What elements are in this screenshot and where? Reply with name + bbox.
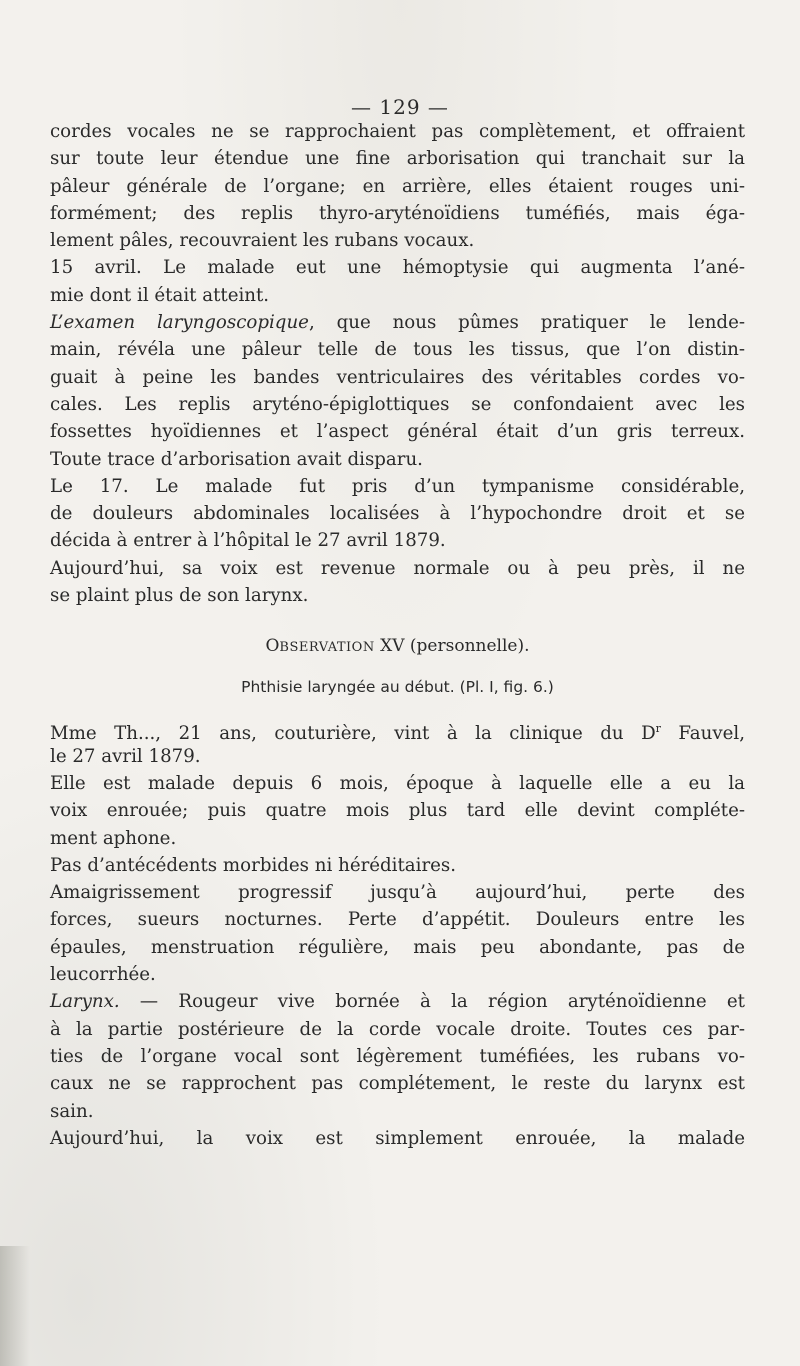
heading-initial: O [265, 636, 280, 657]
text-line: fossettes hyoïdiennes et l’aspect général était d’un gris terreux. [50, 421, 745, 443]
scan-shadow [0, 1246, 30, 1366]
observation-subheading: Phthisie laryngée au début. (Pl. I, fig. 6.) [241, 678, 554, 697]
superscript: r [655, 722, 661, 736]
heading-smallcaps: BSERVATION [279, 640, 375, 656]
text-line: Aujourd’hui, la voix est simplement enrouée, la malade [50, 1127, 745, 1149]
text-line: cordes vocales ne se rapprochaient pas complètement, et offraient [50, 121, 745, 142]
body-text [50, 118, 745, 1152]
text-line: ties de l’organe vocal sont légèrement tuméfiées, les rubans vo- [50, 1045, 745, 1067]
text-line: sur toute leur étendue une fine arborisation qui tranchait sur la [50, 148, 745, 170]
line-rest: — Rougeur vive bornée à la région aryténoïdienne et [119, 991, 745, 1013]
heading-tail: XV (personnelle). [374, 636, 530, 657]
section-gap [50, 701, 745, 715]
text-line: voix enrouée; puis quatre mois plus tard elle devint compléte- [50, 800, 745, 822]
italic-lead: Larynx. [50, 991, 120, 1013]
text-line: mie dont il était atteint. [50, 284, 270, 306]
italic-lead: L’examen laryngoscopique [50, 312, 309, 334]
text-line: caux ne se rapprochent pas complétement, le reste du larynx est [50, 1073, 745, 1095]
text-line [50, 715, 745, 745]
text-line: forces, sueurs nocturnes. Perte d’appétit. Douleurs entre les [50, 909, 745, 931]
text-line: épaules, menstruation régulière, mais peu abondante, pas de [50, 936, 745, 958]
text-line: main, révéla une pâleur telle de tous les tissus, que l’on distin- [50, 339, 745, 361]
text-line: le 27 avril 1879. [50, 745, 201, 767]
section-gap [50, 660, 745, 674]
text-line: ment aphone. [50, 827, 177, 849]
text-line: Le 17. Le malade fut pris d’un tympanisme considérable, [50, 475, 745, 497]
text-line [50, 988, 745, 1015]
observation-heading [50, 633, 745, 660]
text-line: à la partie postérieure de la corde vocale droite. Toutes ces par- [50, 1018, 745, 1040]
text-line: Elle est malade depuis 6 mois, époque à laquelle elle a eu la [50, 772, 745, 794]
text-line: décida à entrer à l’hôpital le 27 avril 1879. [50, 530, 446, 552]
text-line: Toute trace d’arborisation avait disparu. [50, 448, 423, 470]
text-line: sain. [50, 1100, 94, 1122]
text-line: de douleurs abdominales localisées à l’hypochondre droit et se [50, 503, 745, 525]
text-line: se plaint plus de son larynx. [50, 585, 309, 607]
line-rest: , que nous pûmes pratiquer le lende- [308, 312, 745, 334]
text-line: guait à peine les bandes ventriculaires des véritables cordes vo- [50, 366, 745, 388]
text-line: pâleur générale de l’organe; en arrière, elles étaient rouges uni- [50, 175, 745, 197]
page-number: — 129 — [351, 95, 449, 119]
section-gap [50, 609, 745, 633]
text-line: leucorrhée. [50, 964, 156, 986]
text-line: lement pâles, recouvraient les rubans vocaux. [50, 230, 475, 252]
text-line: formément; des replis thyro-aryténoïdiens tuméfiés, mais éga- [50, 202, 745, 224]
text-line: Aujourd’hui, sa voix est revenue normale ou à peu près, il ne [50, 557, 745, 579]
text-line: cales. Les replis aryténo-épiglottiques se confondaient avec les [50, 393, 745, 415]
line-rest: Fauvel, [660, 723, 745, 745]
text-line: 15 avril. Le malade eut une hémoptysie qui augmenta l’ané- [50, 257, 745, 279]
text-line: Pas d’antécédents morbides ni héréditaires. [50, 854, 457, 876]
text-line: Amaigrissement progressif jusqu’à aujourd’hui, perte des [50, 882, 745, 904]
line-lead: Mme Th..., 21 ans, couturière, vint à la clinique du D [50, 723, 656, 745]
text-line [50, 309, 745, 336]
